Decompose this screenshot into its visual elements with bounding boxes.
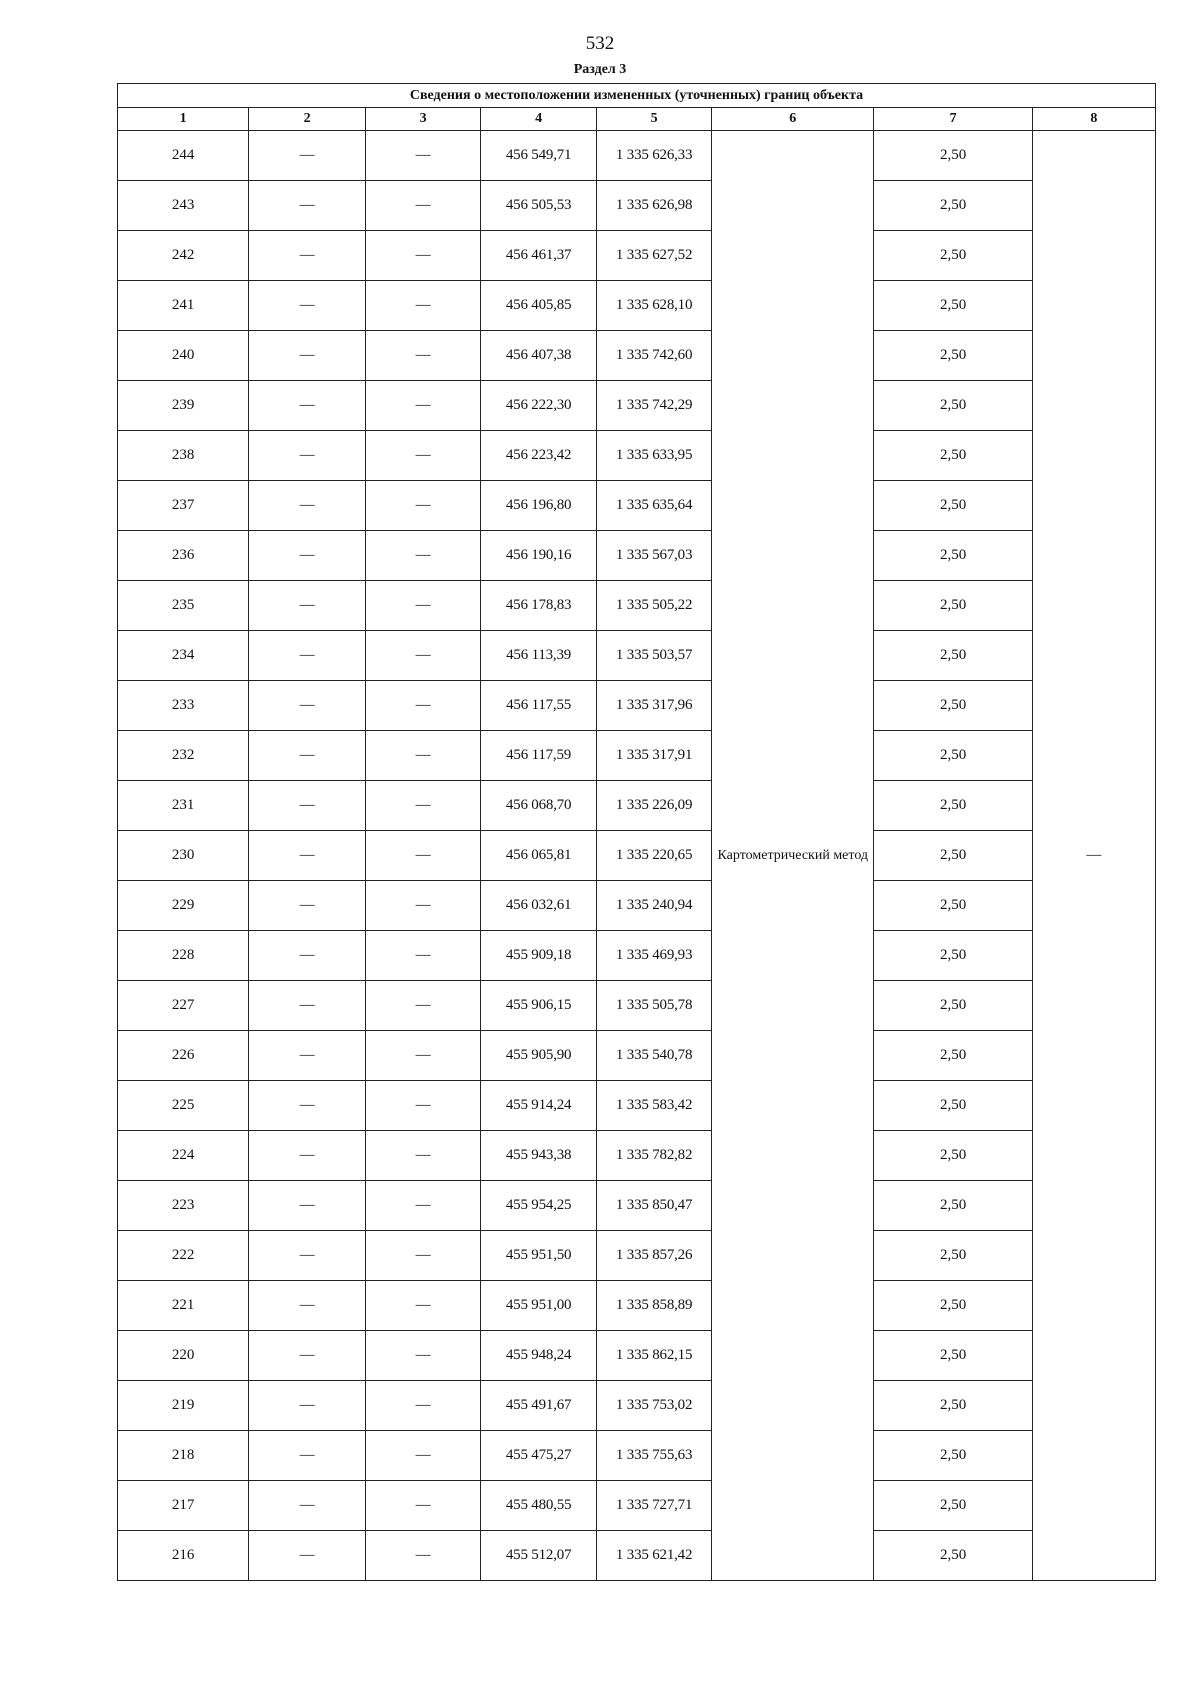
accuracy-cell: 2,50 [874, 331, 1032, 381]
column-3-cell: — [366, 681, 481, 731]
column-3-cell: — [366, 231, 481, 281]
accuracy-cell: 2,50 [874, 981, 1032, 1031]
column-3-cell: — [366, 1231, 481, 1281]
table-row [118, 481, 1156, 531]
accuracy-cell: 2,50 [874, 281, 1032, 331]
table-row [118, 181, 1156, 231]
column-number: 5 [597, 108, 712, 131]
x-coordinate-cell: 456 222,30 [481, 381, 597, 431]
y-coordinate-cell: 1 335 858,89 [597, 1281, 712, 1331]
column-3-cell: — [366, 281, 481, 331]
x-coordinate-cell: 456 117,55 [481, 681, 597, 731]
x-coordinate-cell: 455 480,55 [481, 1481, 597, 1531]
point-number-cell: 234 [118, 631, 249, 681]
column-2-cell: — [249, 531, 366, 581]
table-row [118, 581, 1156, 631]
accuracy-cell: 2,50 [874, 131, 1032, 181]
point-number-cell: 222 [118, 1231, 249, 1281]
y-coordinate-cell: 1 335 317,96 [597, 681, 712, 731]
y-coordinate-cell: 1 335 857,26 [597, 1231, 712, 1281]
point-number-cell: 224 [118, 1131, 249, 1181]
x-coordinate-cell: 456 032,61 [481, 881, 597, 931]
column-3-cell: — [366, 431, 481, 481]
y-coordinate-cell: 1 335 753,02 [597, 1381, 712, 1431]
column-2-cell: — [249, 331, 366, 381]
point-number-cell: 220 [118, 1331, 249, 1381]
table-row [118, 1531, 1156, 1581]
y-coordinate-cell: 1 335 469,93 [597, 931, 712, 981]
accuracy-cell: 2,50 [874, 1531, 1032, 1581]
column-2-cell: — [249, 1231, 366, 1281]
point-number-cell: 219 [118, 1381, 249, 1431]
column-3-cell: — [366, 731, 481, 781]
column-2-cell: — [249, 1331, 366, 1381]
column-3-cell: — [366, 531, 481, 581]
y-coordinate-cell: 1 335 621,42 [597, 1531, 712, 1581]
x-coordinate-cell: 455 951,50 [481, 1231, 597, 1281]
column-3-cell: — [366, 781, 481, 831]
table-row [118, 1431, 1156, 1481]
page-number: 532 [585, 33, 615, 54]
column-2-cell: — [249, 231, 366, 281]
x-coordinate-cell: 456 178,83 [481, 581, 597, 631]
column-3-cell: — [366, 931, 481, 981]
accuracy-cell: 2,50 [874, 881, 1032, 931]
accuracy-cell: 2,50 [874, 581, 1032, 631]
column-3-cell: — [366, 1381, 481, 1431]
column-3-cell: — [366, 1481, 481, 1531]
point-number-cell: 223 [118, 1181, 249, 1231]
accuracy-cell: 2,50 [874, 481, 1032, 531]
accuracy-cell: 2,50 [874, 1431, 1032, 1481]
x-coordinate-cell: 456 065,81 [481, 831, 597, 881]
column-2-cell: — [249, 631, 366, 681]
y-coordinate-cell: 1 335 583,42 [597, 1081, 712, 1131]
column-2-cell: — [249, 681, 366, 731]
table-row [118, 1131, 1156, 1181]
column-3-cell: — [366, 131, 481, 181]
y-coordinate-cell: 1 335 505,22 [597, 581, 712, 631]
point-number-cell: 227 [118, 981, 249, 1031]
column-3-cell: — [366, 1431, 481, 1481]
y-coordinate-cell: 1 335 755,63 [597, 1431, 712, 1481]
y-coordinate-cell: 1 335 862,15 [597, 1331, 712, 1381]
section-title: Раздел 3 [573, 62, 627, 77]
accuracy-cell: 2,50 [874, 1081, 1032, 1131]
table-body [118, 131, 1156, 1581]
x-coordinate-cell: 456 068,70 [481, 781, 597, 831]
x-coordinate-cell: 455 905,90 [481, 1031, 597, 1081]
y-coordinate-cell: 1 335 626,98 [597, 181, 712, 231]
x-coordinate-cell: 456 223,42 [481, 431, 597, 481]
table-row [118, 631, 1156, 681]
x-coordinate-cell: 456 113,39 [481, 631, 597, 681]
column-3-cell: — [366, 1281, 481, 1331]
column-3-cell: — [366, 481, 481, 531]
table-row [118, 731, 1156, 781]
x-coordinate-cell: 455 954,25 [481, 1181, 597, 1231]
column-number: 7 [874, 108, 1032, 131]
x-coordinate-cell: 455 909,18 [481, 931, 597, 981]
x-coordinate-cell: 455 906,15 [481, 981, 597, 1031]
point-number-cell: 231 [118, 781, 249, 831]
column-2-cell: — [249, 1181, 366, 1231]
y-coordinate-cell: 1 335 226,09 [597, 781, 712, 831]
x-coordinate-cell: 455 512,07 [481, 1531, 597, 1581]
x-coordinate-cell: 455 943,38 [481, 1131, 597, 1181]
accuracy-cell: 2,50 [874, 431, 1032, 481]
column-3-cell: — [366, 631, 481, 681]
point-number-cell: 228 [118, 931, 249, 981]
column-3-cell: — [366, 381, 481, 431]
column-2-cell: — [249, 731, 366, 781]
y-coordinate-cell: 1 335 628,10 [597, 281, 712, 331]
table-row [118, 1231, 1156, 1281]
y-coordinate-cell: 1 335 240,94 [597, 881, 712, 931]
x-coordinate-cell: 455 951,00 [481, 1281, 597, 1331]
y-coordinate-cell: 1 335 850,47 [597, 1181, 712, 1231]
column-3-cell: — [366, 1131, 481, 1181]
x-coordinate-cell: 456 190,16 [481, 531, 597, 581]
column-3-cell: — [366, 1331, 481, 1381]
point-number-cell: 230 [118, 831, 249, 881]
table-row [118, 1181, 1156, 1231]
y-coordinate-cell: 1 335 782,82 [597, 1131, 712, 1181]
column-3-cell: — [366, 581, 481, 631]
table-caption: Сведения о местоположении измененных (уточненных) границ объекта [118, 84, 1156, 108]
y-coordinate-cell: 1 335 540,78 [597, 1031, 712, 1081]
point-number-cell: 217 [118, 1481, 249, 1531]
column-3-cell: — [366, 831, 481, 881]
point-number-cell: 226 [118, 1031, 249, 1081]
column-2-cell: — [249, 1281, 366, 1331]
table-row [118, 1031, 1156, 1081]
column-2-cell: — [249, 581, 366, 631]
accuracy-cell: 2,50 [874, 781, 1032, 831]
table-row [118, 531, 1156, 581]
column-2-cell: — [249, 1031, 366, 1081]
column-number: 1 [118, 108, 249, 131]
point-number-cell: 225 [118, 1081, 249, 1131]
x-coordinate-cell: 455 914,24 [481, 1081, 597, 1131]
point-number-cell: 244 [118, 131, 249, 181]
column-3-cell: — [366, 331, 481, 381]
column-number: 2 [249, 108, 366, 131]
table-row [118, 231, 1156, 281]
accuracy-cell: 2,50 [874, 1281, 1032, 1331]
column-2-cell: — [249, 131, 366, 181]
column-2-cell: — [249, 281, 366, 331]
x-coordinate-cell: 456 549,71 [481, 131, 597, 181]
point-number-cell: 239 [118, 381, 249, 431]
x-coordinate-cell: 455 948,24 [481, 1331, 597, 1381]
table-row [118, 1081, 1156, 1131]
table-row [118, 1331, 1156, 1381]
column-number: 4 [481, 108, 597, 131]
point-number-cell: 216 [118, 1531, 249, 1581]
column-8-cell: — [1032, 131, 1155, 1581]
x-coordinate-cell: 456 505,53 [481, 181, 597, 231]
y-coordinate-cell: 1 335 742,60 [597, 331, 712, 381]
table-row [118, 281, 1156, 331]
accuracy-cell: 2,50 [874, 1031, 1032, 1081]
method-cell: Картометрический метод [712, 131, 874, 1581]
x-coordinate-cell: 456 461,37 [481, 231, 597, 281]
column-2-cell: — [249, 881, 366, 931]
coordinates-table [117, 83, 1156, 1581]
column-2-cell: — [249, 481, 366, 531]
column-2-cell: — [249, 831, 366, 881]
column-2-cell: — [249, 1081, 366, 1131]
x-coordinate-cell: 456 196,80 [481, 481, 597, 531]
column-2-cell: — [249, 931, 366, 981]
table-row [118, 131, 1156, 181]
point-number-cell: 243 [118, 181, 249, 231]
point-number-cell: 221 [118, 1281, 249, 1331]
column-2-cell: — [249, 431, 366, 481]
table-row [118, 1281, 1156, 1331]
point-number-cell: 232 [118, 731, 249, 781]
y-coordinate-cell: 1 335 567,03 [597, 531, 712, 581]
table-row [118, 1481, 1156, 1531]
column-3-cell: — [366, 181, 481, 231]
column-2-cell: — [249, 1131, 366, 1181]
point-number-cell: 242 [118, 231, 249, 281]
point-number-cell: 233 [118, 681, 249, 731]
y-coordinate-cell: 1 335 627,52 [597, 231, 712, 281]
y-coordinate-cell: 1 335 503,57 [597, 631, 712, 681]
table-row [118, 1381, 1156, 1431]
column-number: 8 [1032, 108, 1155, 131]
column-2-cell: — [249, 1431, 366, 1481]
column-2-cell: — [249, 1381, 366, 1431]
column-number: 3 [366, 108, 481, 131]
point-number-cell: 236 [118, 531, 249, 581]
x-coordinate-cell: 456 407,38 [481, 331, 597, 381]
table-row [118, 681, 1156, 731]
column-2-cell: — [249, 981, 366, 1031]
x-coordinate-cell: 456 405,85 [481, 281, 597, 331]
column-2-cell: — [249, 381, 366, 431]
accuracy-cell: 2,50 [874, 1131, 1032, 1181]
table-row [118, 931, 1156, 981]
accuracy-cell: 2,50 [874, 831, 1032, 881]
point-number-cell: 241 [118, 281, 249, 331]
accuracy-cell: 2,50 [874, 1381, 1032, 1431]
accuracy-cell: 2,50 [874, 531, 1032, 581]
y-coordinate-cell: 1 335 220,65 [597, 831, 712, 881]
accuracy-cell: 2,50 [874, 231, 1032, 281]
point-number-cell: 229 [118, 881, 249, 931]
column-3-cell: — [366, 1081, 481, 1131]
y-coordinate-cell: 1 335 626,33 [597, 131, 712, 181]
y-coordinate-cell: 1 335 742,29 [597, 381, 712, 431]
x-coordinate-cell: 455 491,67 [481, 1381, 597, 1431]
point-number-cell: 240 [118, 331, 249, 381]
point-number-cell: 238 [118, 431, 249, 481]
accuracy-cell: 2,50 [874, 381, 1032, 431]
column-2-cell: — [249, 181, 366, 231]
column-number-row [118, 108, 1156, 131]
column-3-cell: — [366, 1181, 481, 1231]
table-row [118, 831, 1156, 881]
y-coordinate-cell: 1 335 635,64 [597, 481, 712, 531]
table-row [118, 881, 1156, 931]
accuracy-cell: 2,50 [874, 731, 1032, 781]
accuracy-cell: 2,50 [874, 931, 1032, 981]
y-coordinate-cell: 1 335 633,95 [597, 431, 712, 481]
point-number-cell: 218 [118, 1431, 249, 1481]
y-coordinate-cell: 1 335 727,71 [597, 1481, 712, 1531]
table-row [118, 781, 1156, 831]
column-3-cell: — [366, 1531, 481, 1581]
accuracy-cell: 2,50 [874, 631, 1032, 681]
y-coordinate-cell: 1 335 505,78 [597, 981, 712, 1031]
table-row [118, 431, 1156, 481]
column-number: 6 [712, 108, 874, 131]
accuracy-cell: 2,50 [874, 1231, 1032, 1281]
x-coordinate-cell: 455 475,27 [481, 1431, 597, 1481]
accuracy-cell: 2,50 [874, 181, 1032, 231]
column-3-cell: — [366, 881, 481, 931]
column-2-cell: — [249, 1531, 366, 1581]
column-3-cell: — [366, 1031, 481, 1081]
column-2-cell: — [249, 1481, 366, 1531]
point-number-cell: 237 [118, 481, 249, 531]
y-coordinate-cell: 1 335 317,91 [597, 731, 712, 781]
table-row [118, 331, 1156, 381]
x-coordinate-cell: 456 117,59 [481, 731, 597, 781]
accuracy-cell: 2,50 [874, 681, 1032, 731]
column-2-cell: — [249, 781, 366, 831]
accuracy-cell: 2,50 [874, 1331, 1032, 1381]
table-row [118, 381, 1156, 431]
accuracy-cell: 2,50 [874, 1481, 1032, 1531]
column-3-cell: — [366, 981, 481, 1031]
point-number-cell: 235 [118, 581, 249, 631]
table-row [118, 981, 1156, 1031]
accuracy-cell: 2,50 [874, 1181, 1032, 1231]
